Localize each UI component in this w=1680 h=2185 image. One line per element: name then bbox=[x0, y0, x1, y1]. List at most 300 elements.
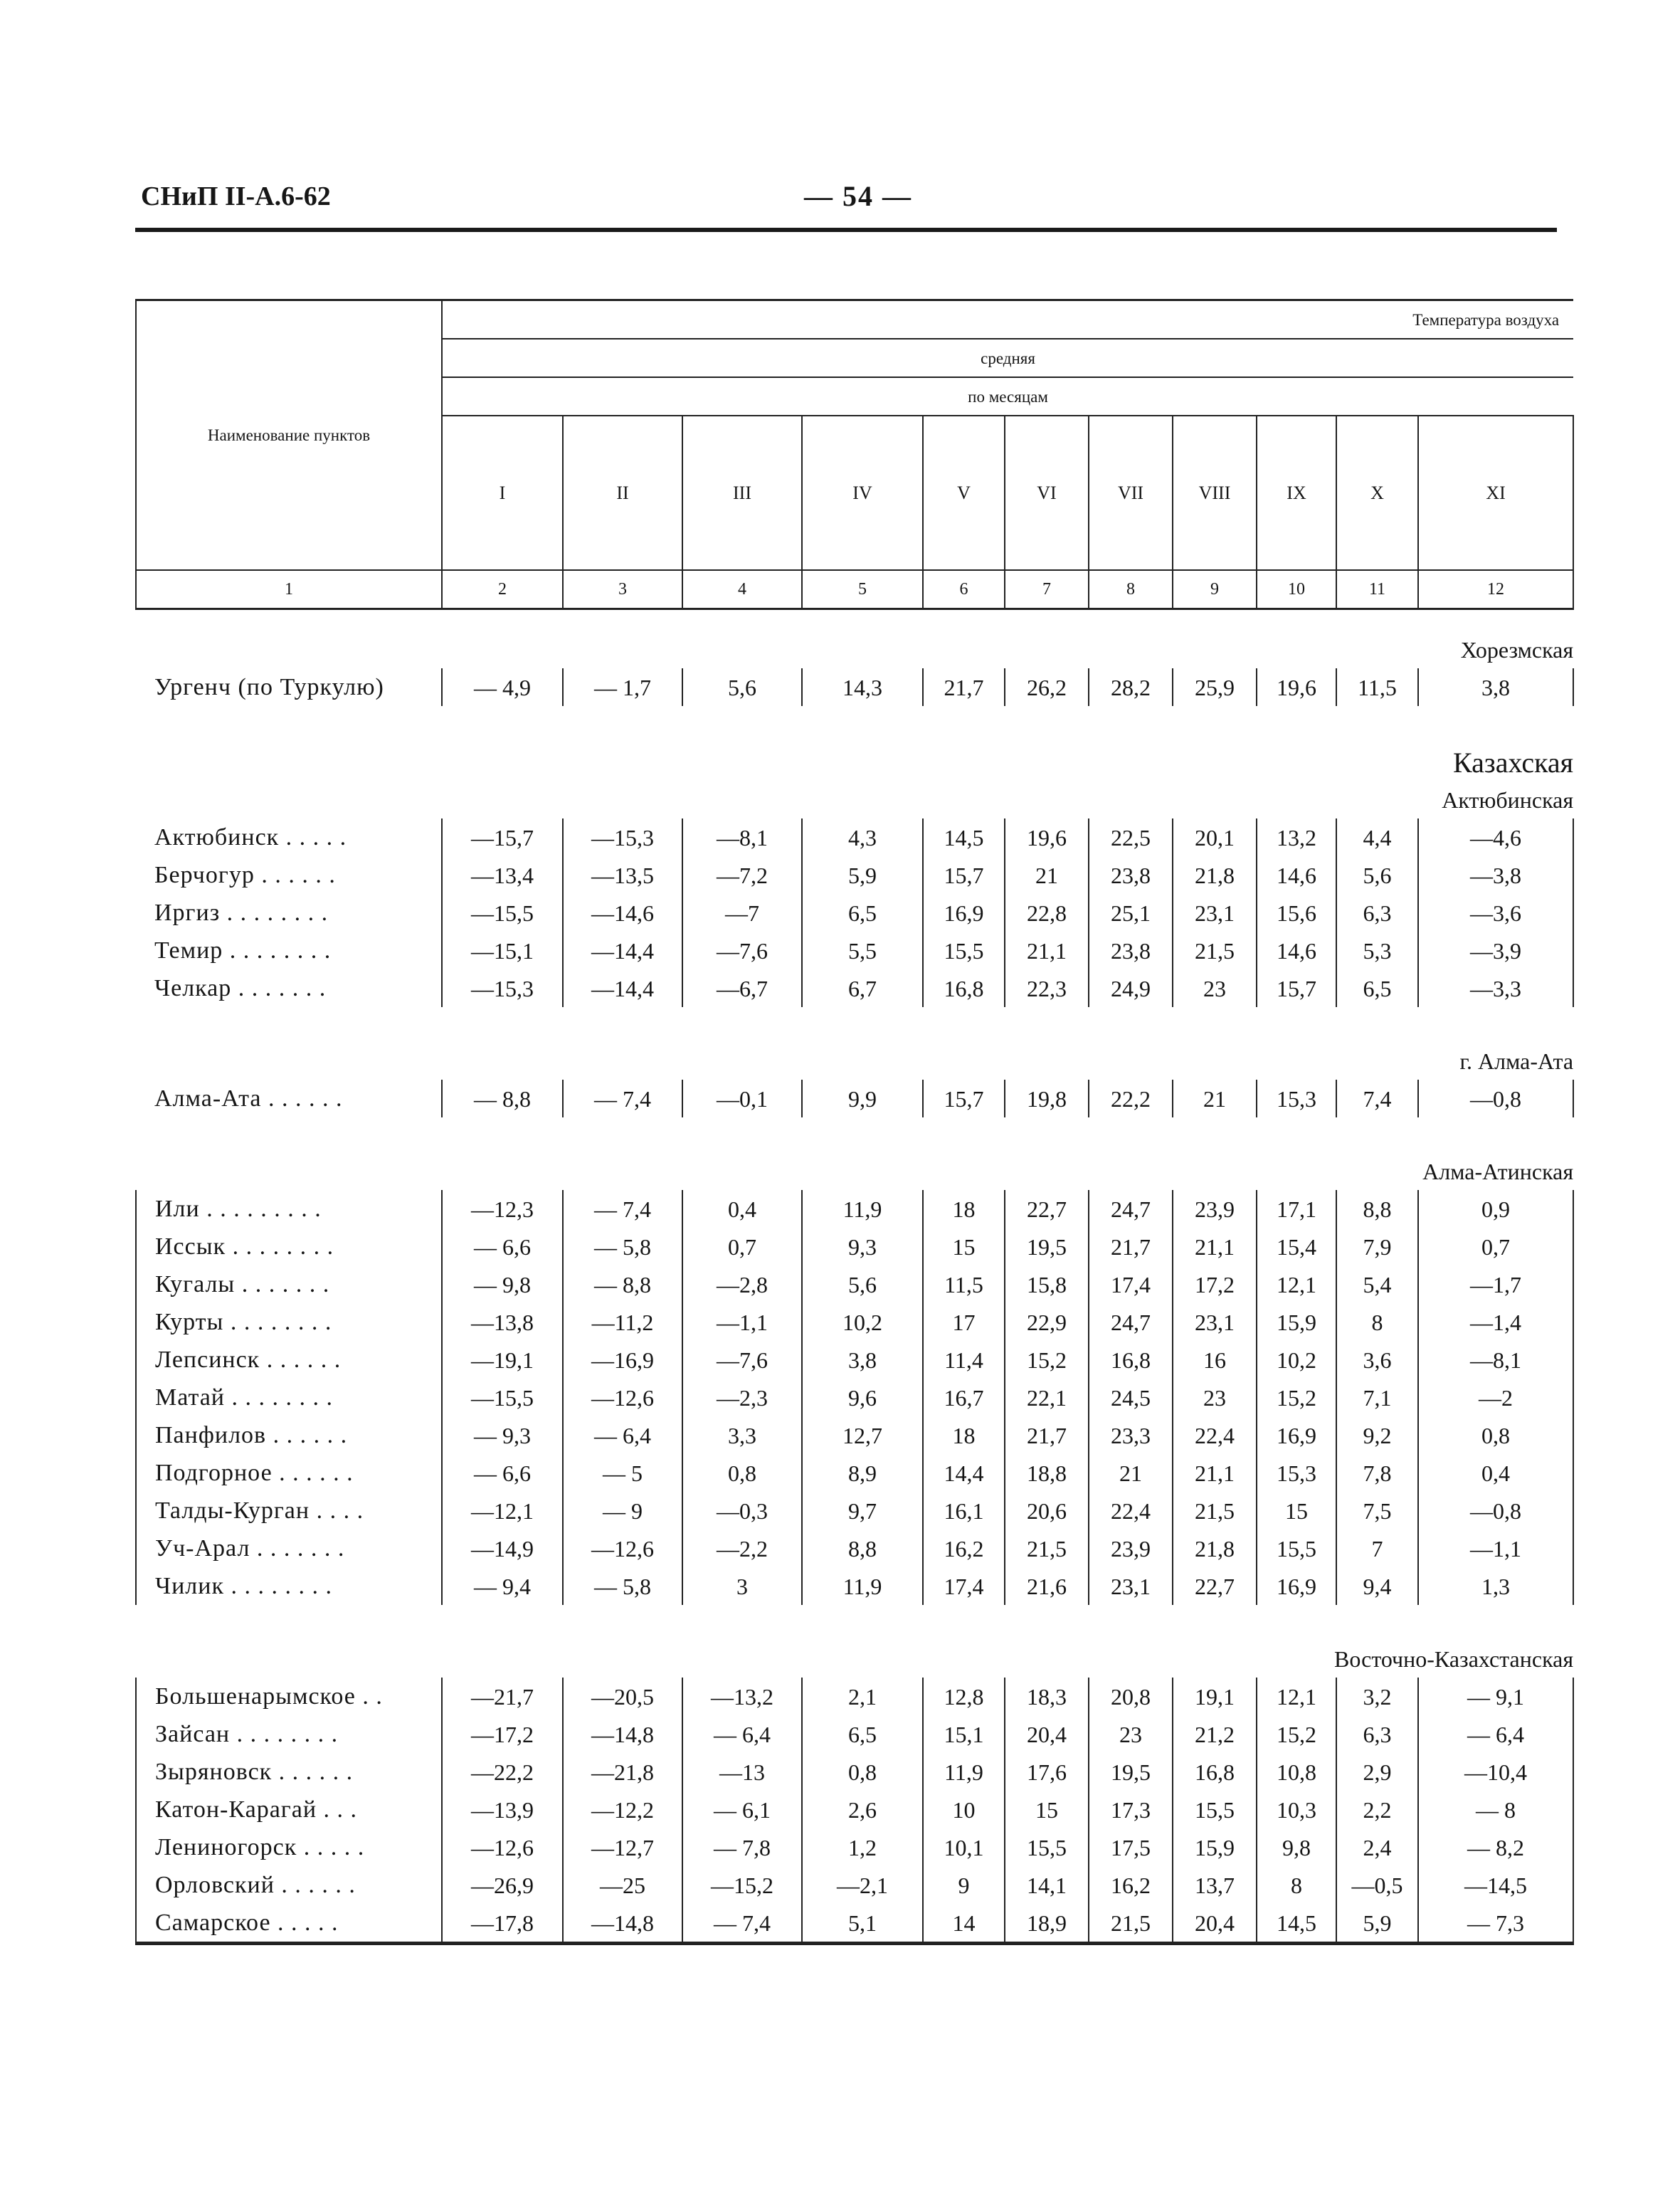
table-row bbox=[136, 1454, 1573, 1492]
temperature-cell: —6,7 bbox=[682, 969, 802, 1007]
temperature-cell: 9,6 bbox=[802, 1379, 923, 1416]
temperature-cell: — 6,6 bbox=[442, 1454, 563, 1492]
temperature-cell: 14,4 bbox=[923, 1454, 1005, 1492]
temperature-cell: — 8,2 bbox=[1418, 1828, 1573, 1866]
temperature-cell: —12,6 bbox=[563, 1379, 682, 1416]
temperature-cell: 18,9 bbox=[1005, 1904, 1089, 1944]
temperature-cell: 10,3 bbox=[1257, 1791, 1336, 1828]
temperature-cell: 11,9 bbox=[923, 1753, 1005, 1791]
temperature-cell: 0,7 bbox=[1418, 1228, 1573, 1265]
temperature-cell: —14,4 bbox=[563, 932, 682, 969]
station-name: Иргиз . . . . . . . . bbox=[154, 899, 329, 926]
temperature-cell: — 6,6 bbox=[442, 1228, 563, 1265]
station-name: Актюбинск . . . . . bbox=[154, 823, 347, 851]
temperature-cell: 21,5 bbox=[1005, 1530, 1089, 1567]
temperature-cell: 15,2 bbox=[1257, 1379, 1336, 1416]
temperature-cell: 21,7 bbox=[923, 668, 1005, 706]
temperature-cell: 0,7 bbox=[682, 1228, 802, 1265]
station-name: Зыряновск . . . . . . bbox=[136, 1753, 442, 1791]
table-row bbox=[136, 818, 1573, 856]
month-header: IV bbox=[802, 416, 923, 570]
temperature-cell: 23,9 bbox=[1173, 1190, 1257, 1228]
temperature-cell: —15,2 bbox=[682, 1866, 802, 1904]
temperature-cell: 0,8 bbox=[682, 1454, 802, 1492]
temperature-cell: 15,9 bbox=[1173, 1828, 1257, 1866]
station-name: Матай . . . . . . . . bbox=[136, 1379, 442, 1416]
temperature-cell: — 7,3 bbox=[1418, 1904, 1573, 1944]
temperature-cell: 7,5 bbox=[1336, 1492, 1418, 1530]
temperature-cell: — 9,1 bbox=[1418, 1678, 1573, 1715]
temperature-cell: 24,5 bbox=[1089, 1379, 1173, 1416]
temperature-cell: 12,1 bbox=[1257, 1265, 1336, 1303]
temperature-cell: —14,9 bbox=[442, 1530, 563, 1567]
temperature-cell: 21,8 bbox=[1173, 1530, 1257, 1567]
temperature-cell: 5,6 bbox=[682, 668, 802, 706]
temperature-cell: —8,1 bbox=[682, 818, 802, 856]
temperature-cell: 15 bbox=[1005, 1791, 1089, 1828]
month-header: XI bbox=[1418, 416, 1573, 570]
temperature-cell: 21 bbox=[1173, 1080, 1257, 1117]
temperature-cell: —2,2 bbox=[682, 1530, 802, 1567]
temperature-cell: —22,2 bbox=[442, 1753, 563, 1791]
temperature-cell: 21,6 bbox=[1005, 1567, 1089, 1605]
region-row bbox=[136, 1050, 1573, 1080]
temperature-cell: 14,5 bbox=[923, 818, 1005, 856]
temperature-cell: 16,8 bbox=[1173, 1753, 1257, 1791]
temperature-cell: —13,8 bbox=[442, 1303, 563, 1341]
station-name: Панфилов . . . . . . bbox=[136, 1416, 442, 1454]
table-row bbox=[136, 1190, 1573, 1228]
temperature-cell: 18,8 bbox=[1005, 1454, 1089, 1492]
temperature-cell: 22,1 bbox=[1005, 1379, 1089, 1416]
temperature-cell: 16 bbox=[1173, 1341, 1257, 1379]
temperature-cell: 13,2 bbox=[1257, 818, 1336, 856]
temperature-cell: 17,1 bbox=[1257, 1190, 1336, 1228]
table-row bbox=[136, 1866, 1573, 1904]
region-heading: Актюбинская bbox=[1442, 787, 1574, 813]
temperature-cell: 14,1 bbox=[1005, 1866, 1089, 1904]
spacer bbox=[136, 1007, 1573, 1050]
temperature-cell: 21,5 bbox=[1089, 1904, 1173, 1944]
temperature-cell: —3,9 bbox=[1418, 932, 1573, 969]
temperature-cell: 25,1 bbox=[1089, 894, 1173, 932]
section-gap bbox=[136, 609, 1573, 639]
temperature-cell: — 6,4 bbox=[563, 1416, 682, 1454]
temperature-cell: 3,6 bbox=[1336, 1341, 1418, 1379]
table-row bbox=[136, 856, 1573, 894]
temperature-cell: 9,8 bbox=[1257, 1828, 1336, 1866]
table-row bbox=[136, 668, 1573, 706]
table-row bbox=[136, 969, 1573, 1007]
temperature-cell: 17,6 bbox=[1005, 1753, 1089, 1791]
column-index: 7 bbox=[1005, 570, 1089, 609]
temperature-cell: 23,1 bbox=[1173, 1303, 1257, 1341]
table-row bbox=[136, 1530, 1573, 1567]
temperature-cell: 20,8 bbox=[1089, 1678, 1173, 1715]
temperature-cell: 2,2 bbox=[1336, 1791, 1418, 1828]
column-index: 11 bbox=[1336, 570, 1418, 609]
temperature-cell: 5,5 bbox=[802, 932, 923, 969]
temperature-cell: 16,2 bbox=[923, 1530, 1005, 1567]
table-body bbox=[136, 609, 1573, 1949]
spacer bbox=[136, 1117, 1573, 1160]
temperature-cell: —17,8 bbox=[442, 1904, 563, 1944]
temperature-cell: —19,1 bbox=[442, 1341, 563, 1379]
temperature-cell: 15,8 bbox=[1005, 1265, 1089, 1303]
temperature-cell: —13,4 bbox=[442, 856, 563, 894]
temperature-cell: 23,3 bbox=[1089, 1416, 1173, 1454]
temperature-cell: 11,9 bbox=[802, 1567, 923, 1605]
temperature-cell: 19,6 bbox=[1005, 818, 1089, 856]
temperature-cell: 10,8 bbox=[1257, 1753, 1336, 1791]
temperature-cell: 2,1 bbox=[802, 1678, 923, 1715]
temperature-cell: 22,2 bbox=[1089, 1080, 1173, 1117]
temperature-cell: — 9,8 bbox=[442, 1265, 563, 1303]
sub-sub-title: по месяцам bbox=[442, 377, 1573, 416]
station-name: Челкар . . . . . . . bbox=[154, 974, 327, 1001]
temperature-cell: 15,6 bbox=[1257, 894, 1336, 932]
temperature-cell: 2,6 bbox=[802, 1791, 923, 1828]
temperature-cell: 22,7 bbox=[1005, 1190, 1089, 1228]
temperature-cell: 16,1 bbox=[923, 1492, 1005, 1530]
temperature-cell: 16,7 bbox=[923, 1379, 1005, 1416]
temperature-cell: 6,7 bbox=[802, 969, 923, 1007]
station-name: Подгорное . . . . . . bbox=[136, 1454, 442, 1492]
temperature-cell: 8,9 bbox=[802, 1454, 923, 1492]
station-name: Берчогур . . . . . . bbox=[154, 861, 336, 888]
temperature-cell: —14,4 bbox=[563, 969, 682, 1007]
temperature-cell: 21 bbox=[1089, 1454, 1173, 1492]
temperature-cell: 15,1 bbox=[923, 1715, 1005, 1753]
temperature-cell: — 6,4 bbox=[1418, 1715, 1573, 1753]
temperature-cell: — 5 bbox=[563, 1454, 682, 1492]
temperature-cell: 7 bbox=[1336, 1530, 1418, 1567]
temperature-cell: —12,1 bbox=[442, 1492, 563, 1530]
republic-heading: Казахская bbox=[1453, 747, 1574, 779]
temperature-cell: 9 bbox=[923, 1866, 1005, 1904]
temperature-cell: 26,2 bbox=[1005, 668, 1089, 706]
region-row bbox=[136, 1160, 1573, 1190]
temperature-cell: 11,9 bbox=[802, 1190, 923, 1228]
temperature-cell: 21,5 bbox=[1173, 1492, 1257, 1530]
temperature-cell: 23,9 bbox=[1089, 1530, 1173, 1567]
temperature-cell: —15,7 bbox=[442, 818, 563, 856]
station-name: Кугалы . . . . . . . bbox=[136, 1265, 442, 1303]
temperature-cell: 6,5 bbox=[1336, 969, 1418, 1007]
temperature-cell: 19,8 bbox=[1005, 1080, 1089, 1117]
temperature-cell: —0,8 bbox=[1418, 1492, 1573, 1530]
temperature-cell: 8 bbox=[1336, 1303, 1418, 1341]
temperature-cell: —2 bbox=[1418, 1379, 1573, 1416]
temperature-cell: —7,2 bbox=[682, 856, 802, 894]
month-header: VII bbox=[1089, 416, 1173, 570]
temperature-cell: —21,8 bbox=[563, 1753, 682, 1791]
temperature-cell: — 6,4 bbox=[682, 1715, 802, 1753]
temperature-cell: 6,5 bbox=[802, 1715, 923, 1753]
month-header: V bbox=[923, 416, 1005, 570]
temperature-cell: 0,8 bbox=[1418, 1416, 1573, 1454]
temperature-cell: — 1,7 bbox=[563, 668, 682, 706]
temperature-cell: 12,1 bbox=[1257, 1678, 1336, 1715]
spacer bbox=[136, 609, 1573, 639]
temperature-cell: 16,9 bbox=[1257, 1567, 1336, 1605]
station-name: Самарское . . . . . bbox=[136, 1904, 442, 1944]
temperature-cell: 5,9 bbox=[1336, 1904, 1418, 1944]
sub-title: средняя bbox=[442, 339, 1573, 377]
temperature-cell: 0,9 bbox=[1418, 1190, 1573, 1228]
station-name: Лениногорск . . . . . bbox=[136, 1828, 442, 1866]
temperature-cell: 24,7 bbox=[1089, 1190, 1173, 1228]
temperature-cell: 17,4 bbox=[1089, 1265, 1173, 1303]
temperature-cell: 21,7 bbox=[1005, 1416, 1089, 1454]
column-index: 12 bbox=[1418, 570, 1573, 609]
spacer bbox=[136, 1605, 1573, 1648]
temperature-cell: 11,5 bbox=[923, 1265, 1005, 1303]
column-index: 2 bbox=[442, 570, 563, 609]
temperature-cell: 18 bbox=[923, 1190, 1005, 1228]
temperature-cell: 15,9 bbox=[1257, 1303, 1336, 1341]
temperature-cell: 5,3 bbox=[1336, 932, 1418, 969]
temperature-cell: —1,7 bbox=[1418, 1265, 1573, 1303]
temperature-cell: 23 bbox=[1089, 1715, 1173, 1753]
temperature-cell: 14,3 bbox=[802, 668, 923, 706]
temperature-cell: 16,9 bbox=[1257, 1416, 1336, 1454]
temperature-cell: —0,1 bbox=[682, 1080, 802, 1117]
temperature-cell: —0,8 bbox=[1418, 1080, 1573, 1117]
table-row bbox=[136, 1492, 1573, 1530]
temperature-cell: —21,7 bbox=[442, 1678, 563, 1715]
temperature-cell: 21,7 bbox=[1089, 1228, 1173, 1265]
table-row bbox=[136, 1379, 1573, 1416]
region-row bbox=[136, 1648, 1573, 1678]
month-header: VI bbox=[1005, 416, 1089, 570]
table-row bbox=[136, 1567, 1573, 1605]
column-index: 9 bbox=[1173, 570, 1257, 609]
temperature-cell: 3,8 bbox=[802, 1341, 923, 1379]
temperature-cell: 20,6 bbox=[1005, 1492, 1089, 1530]
temperature-cell: —25 bbox=[563, 1866, 682, 1904]
station-name: Курты . . . . . . . . bbox=[136, 1303, 442, 1341]
table-row bbox=[136, 1303, 1573, 1341]
temperature-cell: 5,4 bbox=[1336, 1265, 1418, 1303]
temperature-cell: 15,5 bbox=[923, 932, 1005, 969]
temperature-cell: —8,1 bbox=[1418, 1341, 1573, 1379]
station-name: Талды-Курган . . . . bbox=[136, 1492, 442, 1530]
temperature-cell: 3,2 bbox=[1336, 1678, 1418, 1715]
temperature-cell: — 5,8 bbox=[563, 1228, 682, 1265]
temperature-cell: 21,1 bbox=[1173, 1228, 1257, 1265]
temperature-cell: —14,8 bbox=[563, 1715, 682, 1753]
region-row bbox=[136, 638, 1573, 668]
temperature-cell: —2,8 bbox=[682, 1265, 802, 1303]
temperature-cell: 5,6 bbox=[1336, 856, 1418, 894]
temperature-cell: 17,5 bbox=[1089, 1828, 1173, 1866]
temperature-cell: — 7,4 bbox=[563, 1190, 682, 1228]
temperature-cell: 15,2 bbox=[1005, 1341, 1089, 1379]
temperature-cell: 20,1 bbox=[1173, 818, 1257, 856]
temperature-cell: 21,1 bbox=[1173, 1454, 1257, 1492]
temperature-cell: 6,3 bbox=[1336, 1715, 1418, 1753]
temperature-cell: 16,8 bbox=[1089, 1341, 1173, 1379]
table-row bbox=[136, 1753, 1573, 1791]
temperature-cell: 24,7 bbox=[1089, 1303, 1173, 1341]
temperature-cell: —20,5 bbox=[563, 1678, 682, 1715]
temperature-cell: 19,5 bbox=[1089, 1753, 1173, 1791]
temperature-cell: —15,5 bbox=[442, 894, 563, 932]
station-name: Орловский . . . . . . bbox=[136, 1866, 442, 1904]
temperature-cell: — 8,8 bbox=[563, 1265, 682, 1303]
temperature-cell: —15,1 bbox=[442, 932, 563, 969]
temperature-cell: —1,4 bbox=[1418, 1303, 1573, 1341]
temperature-cell: 21 bbox=[1005, 856, 1089, 894]
temperature-table bbox=[135, 299, 1574, 1948]
table-row bbox=[136, 1678, 1573, 1715]
temperature-cell: 15,3 bbox=[1257, 1080, 1336, 1117]
temperature-cell: 0,4 bbox=[1418, 1454, 1573, 1492]
temperature-cell: —0,5 bbox=[1336, 1866, 1418, 1904]
temperature-cell: — 7,4 bbox=[563, 1080, 682, 1117]
temperature-cell: 0,4 bbox=[682, 1190, 802, 1228]
page-number: — 54 — bbox=[804, 180, 912, 212]
section-gap bbox=[136, 1007, 1573, 1050]
temperature-cell: — 5,8 bbox=[563, 1567, 682, 1605]
temperature-cell: 23 bbox=[1173, 969, 1257, 1007]
temperature-cell: —1,1 bbox=[682, 1303, 802, 1341]
temperature-cell: —14,6 bbox=[563, 894, 682, 932]
temperature-cell: 11,4 bbox=[923, 1341, 1005, 1379]
temperature-cell: 22,7 bbox=[1173, 1567, 1257, 1605]
column-index: 6 bbox=[923, 570, 1005, 609]
section-gap bbox=[136, 1117, 1573, 1160]
temperature-cell: — 6,1 bbox=[682, 1791, 802, 1828]
table-bottom-rule bbox=[136, 1944, 1573, 1949]
table-row bbox=[136, 1228, 1573, 1265]
temperature-cell: 18,3 bbox=[1005, 1678, 1089, 1715]
temperature-cell: 10,1 bbox=[923, 1828, 1005, 1866]
station-name: Лепсинск . . . . . . bbox=[136, 1341, 442, 1379]
temperature-cell: 17,3 bbox=[1089, 1791, 1173, 1828]
temperature-cell: 5,6 bbox=[802, 1265, 923, 1303]
temperature-cell: 7,1 bbox=[1336, 1379, 1418, 1416]
temperature-cell: 9,3 bbox=[802, 1228, 923, 1265]
temperature-cell: 9,9 bbox=[802, 1080, 923, 1117]
temperature-cell: 22,8 bbox=[1005, 894, 1089, 932]
table-row bbox=[136, 1904, 1573, 1944]
temperature-cell: — 8,8 bbox=[442, 1080, 563, 1117]
temperature-cell: —15,5 bbox=[442, 1379, 563, 1416]
temperature-cell: 19,6 bbox=[1257, 668, 1336, 706]
station-name: Зайсан . . . . . . . . bbox=[136, 1715, 442, 1753]
temperature-cell: 15,7 bbox=[923, 856, 1005, 894]
station-name: Уч-Арал . . . . . . . bbox=[136, 1530, 442, 1567]
temperature-cell: 15,5 bbox=[1257, 1530, 1336, 1567]
temperature-cell: —12,3 bbox=[442, 1190, 563, 1228]
temperature-cell: — 4,9 bbox=[442, 668, 563, 706]
temperature-cell: 22,4 bbox=[1089, 1492, 1173, 1530]
temperature-cell: 20,4 bbox=[1173, 1904, 1257, 1944]
temperature-cell: — 8 bbox=[1418, 1791, 1573, 1828]
republic-row bbox=[136, 749, 1573, 789]
temperature-cell: 23,8 bbox=[1089, 932, 1173, 969]
temperature-cell: 14,5 bbox=[1257, 1904, 1336, 1944]
temperature-cell: 12,7 bbox=[802, 1416, 923, 1454]
station-name: Алма-Ата . . . . . . bbox=[154, 1085, 343, 1112]
temperature-cell: —10,4 bbox=[1418, 1753, 1573, 1791]
temperature-cell: 16,9 bbox=[923, 894, 1005, 932]
temperature-cell: 3,8 bbox=[1418, 668, 1573, 706]
temperature-cell: 21,1 bbox=[1005, 932, 1089, 969]
temperature-cell: 22,4 bbox=[1173, 1416, 1257, 1454]
temperature-cell: — 9,4 bbox=[442, 1567, 563, 1605]
temperature-cell: —12,7 bbox=[563, 1828, 682, 1866]
temperature-cell: 21,5 bbox=[1173, 932, 1257, 969]
temperature-cell: 8,8 bbox=[802, 1530, 923, 1567]
station-name: Ургенч (по Туркулю) bbox=[154, 673, 384, 700]
temperature-cell: —13,9 bbox=[442, 1791, 563, 1828]
temperature-cell: 15,7 bbox=[1257, 969, 1336, 1007]
temperature-cell: 15,3 bbox=[1257, 1454, 1336, 1492]
temperature-cell: 10,2 bbox=[1257, 1341, 1336, 1379]
region-row bbox=[136, 789, 1573, 818]
table-row bbox=[136, 1791, 1573, 1828]
month-header: VIII bbox=[1173, 416, 1257, 570]
temperature-cell: 21,2 bbox=[1173, 1715, 1257, 1753]
temperature-cell: —15,3 bbox=[442, 969, 563, 1007]
name-column-header: Наименование пунктов bbox=[136, 300, 442, 571]
temperature-cell: 7,8 bbox=[1336, 1454, 1418, 1492]
bottom-rule bbox=[136, 1944, 1573, 1949]
table-row bbox=[136, 1715, 1573, 1753]
table-row bbox=[136, 932, 1573, 969]
temperature-cell: 19,1 bbox=[1173, 1678, 1257, 1715]
spacer bbox=[136, 706, 1573, 749]
region-heading: Алма-Атинская bbox=[1422, 1159, 1574, 1184]
temperature-cell: 16,2 bbox=[1089, 1866, 1173, 1904]
temperature-cell: —14,5 bbox=[1418, 1866, 1573, 1904]
temperature-cell: —17,2 bbox=[442, 1715, 563, 1753]
temperature-cell: —2,1 bbox=[802, 1866, 923, 1904]
temperature-cell: 15 bbox=[923, 1228, 1005, 1265]
temperature-cell: 22,9 bbox=[1005, 1303, 1089, 1341]
temperature-cell: 15,7 bbox=[923, 1080, 1005, 1117]
section-gap bbox=[136, 1605, 1573, 1648]
temperature-cell: —13 bbox=[682, 1753, 802, 1791]
column-index: 3 bbox=[563, 570, 682, 609]
temperature-cell: — 9,3 bbox=[442, 1416, 563, 1454]
temperature-cell: —12,6 bbox=[442, 1828, 563, 1866]
temperature-cell: 15,5 bbox=[1173, 1791, 1257, 1828]
temperature-cell: 15 bbox=[1257, 1492, 1336, 1530]
region-heading: Хорезмская bbox=[1460, 637, 1574, 663]
temperature-cell: 7,4 bbox=[1336, 1080, 1418, 1117]
temperature-cell: —7,6 bbox=[682, 1341, 802, 1379]
temperature-cell: 20,4 bbox=[1005, 1715, 1089, 1753]
temperature-cell: —12,2 bbox=[563, 1791, 682, 1828]
temperature-cell: 2,4 bbox=[1336, 1828, 1418, 1866]
column-index: 4 bbox=[682, 570, 802, 609]
temperature-cell: 1,2 bbox=[802, 1828, 923, 1866]
temperature-cell: 15,4 bbox=[1257, 1228, 1336, 1265]
temperature-cell: 22,5 bbox=[1089, 818, 1173, 856]
temperature-cell: 9,7 bbox=[802, 1492, 923, 1530]
temperature-cell: 28,2 bbox=[1089, 668, 1173, 706]
temperature-cell: — 7,8 bbox=[682, 1828, 802, 1866]
document-code: СНиП II-А.6-62 bbox=[141, 181, 331, 211]
temperature-cell: 5,9 bbox=[802, 856, 923, 894]
temperature-cell: —11,2 bbox=[563, 1303, 682, 1341]
month-header: IX bbox=[1257, 416, 1336, 570]
station-name: Или . . . . . . . . . bbox=[136, 1190, 442, 1228]
